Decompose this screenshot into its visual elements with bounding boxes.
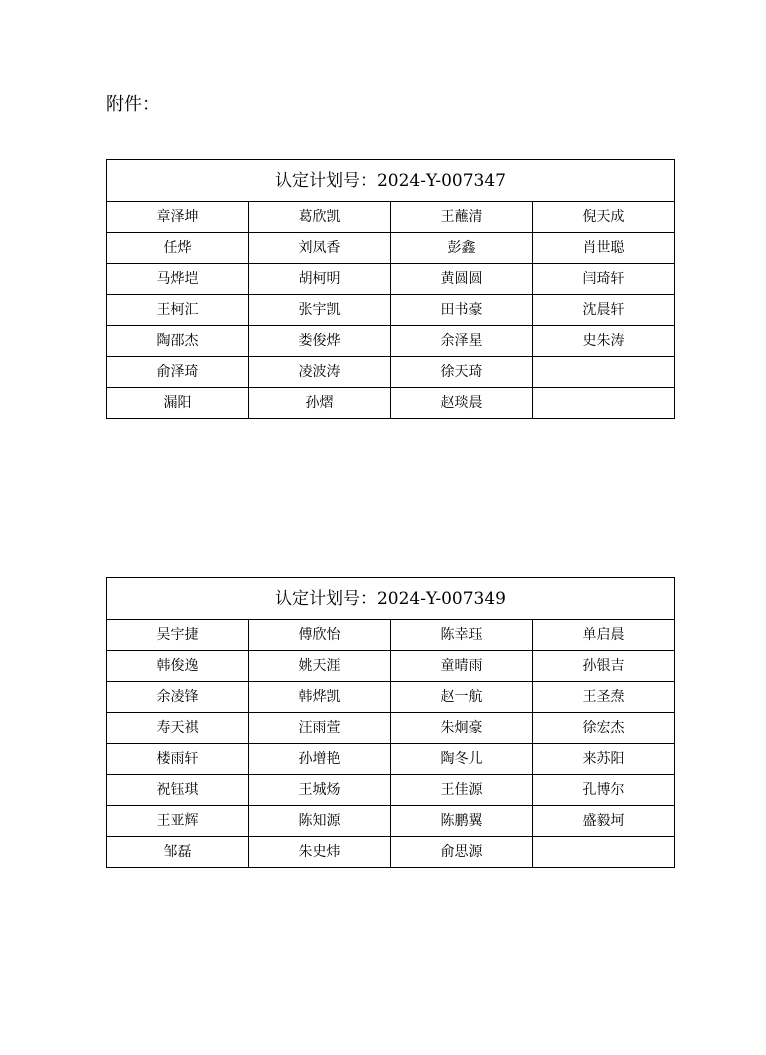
name-cell: 孙银吉 <box>533 651 675 682</box>
name-cell: 彭鑫 <box>391 233 533 264</box>
name-cell: 赵琰晨 <box>391 388 533 419</box>
name-cell: 盛毅坷 <box>533 806 675 837</box>
roster-table-2 <box>106 577 675 868</box>
table-row <box>107 744 675 775</box>
name-cell: 楼雨轩 <box>107 744 249 775</box>
name-cell: 徐宏杰 <box>533 713 675 744</box>
empty-cell <box>533 357 675 388</box>
name-cell: 陶邵杰 <box>107 326 249 357</box>
table-title-row <box>107 578 675 620</box>
name-cell: 韩俊逸 <box>107 651 249 682</box>
table-row <box>107 620 675 651</box>
name-cell: 徐天琦 <box>391 357 533 388</box>
name-cell: 胡柯明 <box>249 264 391 295</box>
name-cell: 单启晨 <box>533 620 675 651</box>
name-cell: 俞思源 <box>391 837 533 868</box>
name-cell: 祝钰琪 <box>107 775 249 806</box>
name-cell: 寿天祺 <box>107 713 249 744</box>
table-row <box>107 713 675 744</box>
name-cell: 俞泽琦 <box>107 357 249 388</box>
table-row <box>107 682 675 713</box>
name-cell: 刘凤香 <box>249 233 391 264</box>
name-cell: 余凌锋 <box>107 682 249 713</box>
name-cell: 傅欣怡 <box>249 620 391 651</box>
name-cell: 汪雨萱 <box>249 713 391 744</box>
name-cell: 童晴雨 <box>391 651 533 682</box>
table-row <box>107 264 675 295</box>
name-cell: 任烨 <box>107 233 249 264</box>
table-row <box>107 357 675 388</box>
name-cell: 漏阳 <box>107 388 249 419</box>
name-cell: 王圣焘 <box>533 682 675 713</box>
table-row <box>107 295 675 326</box>
plan-number-title: 认定计划号：2024-Y-007347 <box>107 160 675 202</box>
name-cell: 张宇凯 <box>249 295 391 326</box>
name-cell: 孔博尔 <box>533 775 675 806</box>
name-cell: 王蘸清 <box>391 202 533 233</box>
name-cell: 娄俊烨 <box>249 326 391 357</box>
name-cell: 陈幸珏 <box>391 620 533 651</box>
table-row <box>107 388 675 419</box>
name-cell: 朱炯豪 <box>391 713 533 744</box>
name-cell: 孙熠 <box>249 388 391 419</box>
name-cell: 章泽坤 <box>107 202 249 233</box>
name-cell: 黄圆圆 <box>391 264 533 295</box>
name-cell: 史朱涛 <box>533 326 675 357</box>
name-cell: 王佳源 <box>391 775 533 806</box>
name-cell: 陶冬儿 <box>391 744 533 775</box>
name-cell: 倪天成 <box>533 202 675 233</box>
name-cell: 韩烨凯 <box>249 682 391 713</box>
table-row <box>107 202 675 233</box>
roster-table-1 <box>106 159 675 419</box>
name-cell: 陈知源 <box>249 806 391 837</box>
table-row <box>107 651 675 682</box>
name-cell: 孙增艳 <box>249 744 391 775</box>
name-cell: 邹磊 <box>107 837 249 868</box>
table-row <box>107 837 675 868</box>
name-cell: 马烨垲 <box>107 264 249 295</box>
empty-cell <box>533 388 675 419</box>
name-cell: 肖世聪 <box>533 233 675 264</box>
name-cell: 葛欣凯 <box>249 202 391 233</box>
name-cell: 来苏阳 <box>533 744 675 775</box>
table-title-row <box>107 160 675 202</box>
name-cell: 赵一航 <box>391 682 533 713</box>
name-cell: 田书豪 <box>391 295 533 326</box>
table-row <box>107 806 675 837</box>
name-cell: 闫琦轩 <box>533 264 675 295</box>
name-cell: 陈鹏翼 <box>391 806 533 837</box>
name-cell: 王柯汇 <box>107 295 249 326</box>
plan-number-title: 认定计划号：2024-Y-007349 <box>107 578 675 620</box>
table-row <box>107 233 675 264</box>
empty-cell <box>533 837 675 868</box>
name-cell: 吴宇捷 <box>107 620 249 651</box>
table-row <box>107 775 675 806</box>
name-cell: 余泽星 <box>391 326 533 357</box>
table-row <box>107 326 675 357</box>
attachment-label: 附件： <box>106 94 160 115</box>
name-cell: 王城炀 <box>249 775 391 806</box>
name-cell: 王亚辉 <box>107 806 249 837</box>
name-cell: 姚天涯 <box>249 651 391 682</box>
name-cell: 沈晨轩 <box>533 295 675 326</box>
name-cell: 凌波涛 <box>249 357 391 388</box>
name-cell: 朱史炜 <box>249 837 391 868</box>
